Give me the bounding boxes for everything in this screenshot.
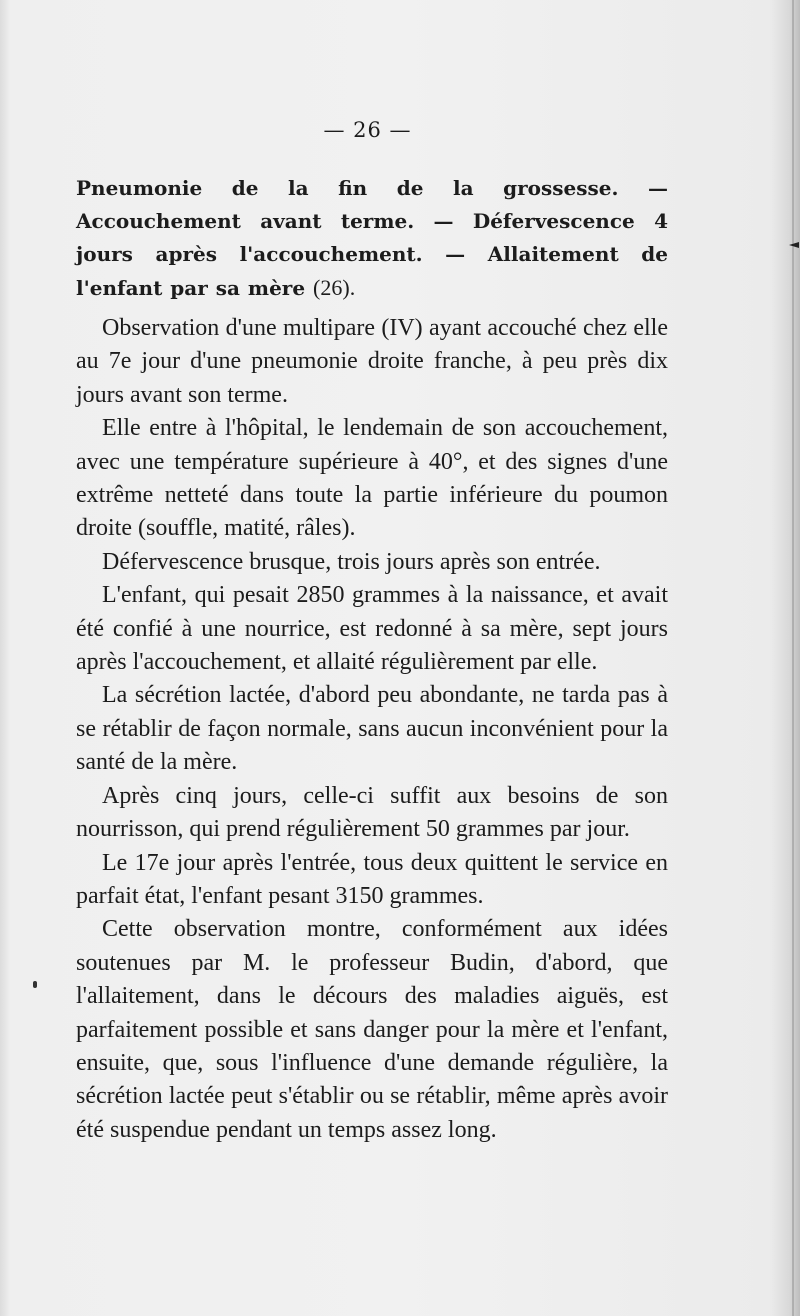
heading-reference: (26). [313, 275, 356, 300]
paragraph-observation: Observation d'une multipare (IV) ayant accouché chez elle au 7e jour d'une pneumonie droite franche, à peu près dix jours avant son terme. [76, 315, 668, 408]
section-heading [76, 172, 668, 305]
paragraph-infant: L'enfant, qui pesait 2850 grammes à la naissance, et avait été confié à une nourrice, est redonné à sa mère, sept jours après l'accouchement, et allaité régulièrement par elle. [76, 582, 668, 676]
paragraph-conclusion: Cette observation montre, conformément aux idées soutenues par M. le professeur Budin, d'abord, que l'allaitement, dans le décours des maladies aiguës, est parfaitement possible et sans danger pour la mère et l'enfant, ensuite, que, sous l'influence d'une demande régulière, la sécrétion lactée peut s'établir ou se rétablir, même après avoir été suspendue pendant un temps assez long. [76, 916, 668, 1143]
margin-mark [789, 242, 799, 248]
paragraph-defervescence: Défervescence brusque, trois jours après son entrée. [102, 548, 601, 575]
paragraph-discharge: Le 17e jour après l'entrée, tous deux quittent le service en parfait état, l'enfant pesant 3150 grammes. [76, 849, 668, 909]
ink-speck [33, 981, 37, 988]
page-edge-shadow [792, 0, 794, 1316]
paragraph-feeding: Après cinq jours, celle-ci suffit aux besoins de son nourrisson, qui prend régulièrement 50 grammes par jour. [76, 782, 668, 843]
body-text [76, 172, 668, 1147]
page-number: — 26 — [323, 118, 412, 142]
paragraph-admission: Elle entre à l'hôpital, le lendemain de son accouchement, avec une température supérieure à 40°, et des signes d'une extrême netteté dans toute la partie inférieure du poumon droite (souffle, matité, râles). [76, 415, 668, 542]
paragraph-lactation: La sécrétion lactée, d'abord peu abondante, ne tarda pas à se rétablir de façon normale, sans aucun inconvénient pour la santé de la mère. [76, 682, 668, 776]
heading-title: Pneumonie de la fin de la grossesse. — Accouchement avant terme. — Défervescence 4 jours après l'accouchement. — Allaitement de l'enfant par sa mère [76, 176, 668, 300]
